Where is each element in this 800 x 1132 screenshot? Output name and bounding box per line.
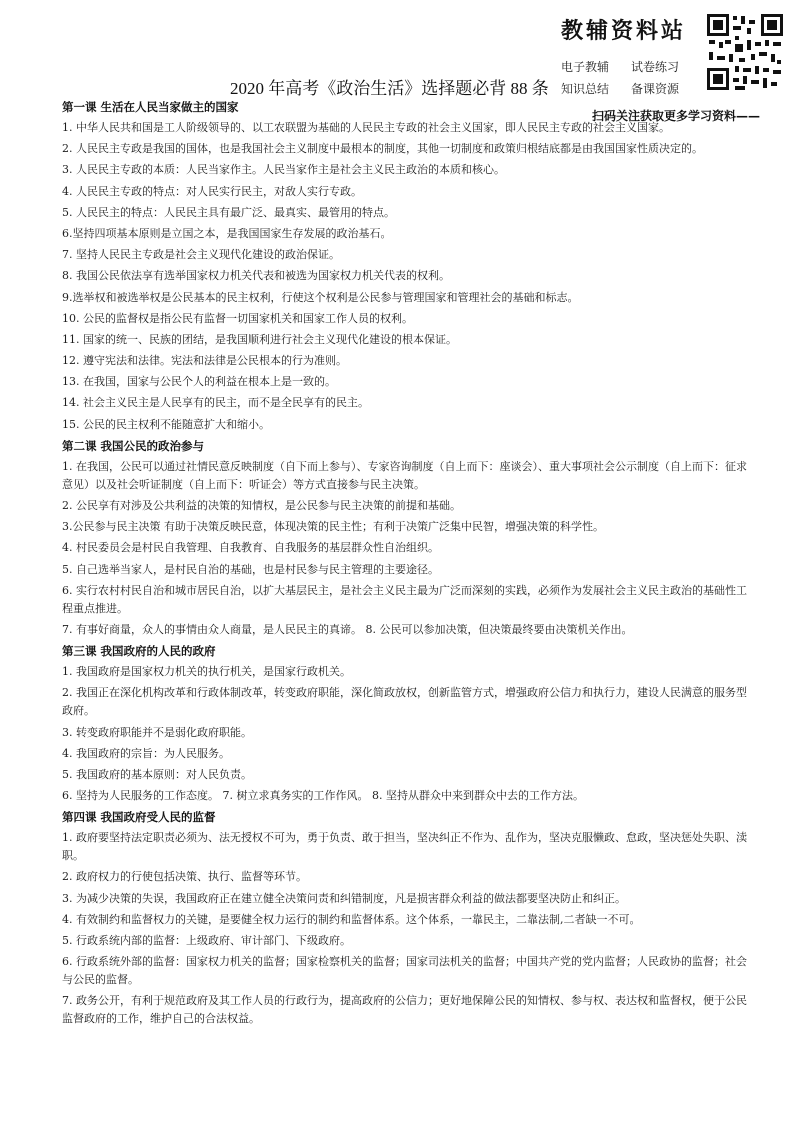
section-heading: 第二课 我国公民的政治参与 [62, 438, 205, 453]
list-item: 7. 政务公开，有利于规范政府及其工作人员的行政行为，提高政府的公信力；更好地保障公民的知情权、参与权、表达权和监督权，便于公民监督政府的工作，维护自己的合法权益。 [62, 994, 747, 1026]
list-item: 15. 公民的民主权利不能随意扩大和缩小。 [62, 417, 270, 431]
list-item: 6. 行政系统外部的监督：国家权力机关的监督；国家检察机关的监督；国家司法机关的监督；中国共产党的党内监督；人民政协的监督；社会与公民的监督。 [62, 955, 747, 987]
section-4 [62, 808, 752, 1028]
section-heading: 第一课 生活在人民当家做主的国家 [62, 100, 239, 114]
list-item: 5. 自己选举当家人，是村民自治的基础，也是村民参与民主管理的主要途径。 [62, 562, 439, 576]
list-item: 8. 我国公民依法享有选举国家权力机关代表和被选为国家权力机关代表的权利。 [62, 269, 450, 283]
list-item: 9.选举权和被选举权是公民基本的民主权利，行使这个权利是公民参与管理国家和管理社会的基础和标志。 [62, 290, 579, 304]
qr-code-icon[interactable] [705, 12, 785, 92]
list-item: 13. 在我国，国家与公民个人的利益在根本上是一致的。 [62, 375, 336, 389]
list-item: 3. 为减少决策的失误，我国政府正在建立健全决策问责和纠错制度，凡是损害群众利益的做法都要坚决防止和纠正。 [62, 891, 626, 905]
list-item: 14. 社会主义民主是人民享有的民主，而不是全民享有的民主。 [62, 396, 369, 410]
document-body [62, 96, 752, 1032]
list-item: 4. 村民委员会是村民自我管理、自我教育、自我服务的基层群众性自治组织。 [62, 541, 439, 555]
list-item: 2. 政府权力的行使包括决策、执行、监督等环节。 [62, 870, 307, 884]
link-e-textbook[interactable]: 电子教辅 [561, 60, 610, 74]
list-item: 10. 公民的监督权是指公民有监督一切国家机关和国家工作人员的权利。 [62, 311, 413, 325]
section-heading: 第三课 我国政府的人民的政府 [62, 644, 216, 659]
link-lesson-resources[interactable]: 备课资源 [631, 82, 680, 96]
list-item: 6. 实行农村村民自治和城市居民自治，以扩大基层民主，是社会主义民主最为广泛而深刻的实践，必须作为发展社会主义民主政治的基础性工程重点推进。 [62, 583, 747, 615]
link-knowledge-summary[interactable]: 知识总结 [561, 82, 610, 96]
list-item: 3.公民参与民主决策 有助于决策反映民意，体现决策的民主性；有利于决策广泛集中民智，增强决策的科学性。 [62, 520, 604, 534]
list-item: 4. 人民民主专政的特点：对人民实行民主，对敌人实行专政。 [62, 184, 362, 198]
list-item: 1. 政府要坚持法定职责必须为、法无授权不可为，勇于负责、敢于担当，坚决纠正不作为、乱作为，坚决克服懒政、怠政，坚决惩处失职、渎职。 [62, 831, 747, 863]
list-item: 7. 有事好商量，众人的事情由众人商量，是人民民主的真谛。 8. 公民可以参加决策，但决策最终要由决策机关作出。 [62, 622, 633, 636]
resource-links [561, 58, 701, 97]
list-item: 12. 遵守宪法和法律。宪法和法律是公民根本的行为准则。 [62, 354, 347, 368]
list-item: 5. 人民民主的特点：人民民主具有最广泛、最真实、最管用的特点。 [62, 205, 395, 219]
section-2 [62, 437, 752, 639]
list-item: 4. 我国政府的宗旨：为人民服务。 [62, 746, 230, 760]
list-item: 6. 坚持为人民服务的工作态度。 7. 树立求真务实的工作作风。 8. 坚持从群众中来到群众中去的工作方法。 [62, 789, 584, 803]
list-item: 2. 公民享有对涉及公共利益的决策的知情权，是公民参与民主决策的前提和基础。 [62, 499, 461, 512]
list-item: 6.坚持四项基本原则是立国之本，是我国国家生存发展的政治基石。 [62, 226, 392, 240]
list-item: 3. 转变政府职能并不是弱化政府职能。 [62, 725, 252, 739]
scan-prompt: 扫码关注获取更多学习资料—— [592, 109, 761, 123]
section-1 [62, 98, 752, 434]
list-item: 2. 我国正在深化机构改革和行政体制改革，转变政府职能，深化简政放权，创新监管方式，增强政府公信力和执行力，建设人民满意的服务型政府。 [62, 686, 747, 718]
list-item: 1. 在我国，公民可以通过社情民意反映制度（自下而上参与）、专家咨询制度（自上而下：座谈会）、重大事项社会公示制度（自上而下：征求意见）以及社会听证制度（自上而下：听证会）等方式直接参与民主决策。 [62, 459, 747, 491]
list-item: 2. 人民民主专政是我国的国体，也是我国社会主义制度中最根本的制度，其他一切制度和政策归根结底都是由我国国家性质决定的。 [62, 142, 703, 156]
list-item: 5. 我国政府的基本原则：对人民负责。 [62, 767, 252, 781]
section-heading: 第四课 我国政府受人民的监督 [62, 810, 216, 825]
section-3 [62, 642, 752, 805]
list-item: 11. 国家的统一、民族的团结，是我国顺利进行社会主义现代化建设的根本保证。 [62, 332, 457, 346]
list-item: 4. 有效制约和监督权力的关键，是要健全权力运行的制约和监督体系。这个体系，一靠民主，二靠法制,二者缺一不可。 [62, 912, 641, 926]
brand-title: 教辅资料站 [561, 19, 687, 44]
list-item: 1. 我国政府是国家权力机关的执行机关，是国家行政机关。 [62, 665, 351, 679]
list-item: 1. 中华人民共和国是工人阶级领导的、以工农联盟为基础的人民民主专政的社会主义国家，即人民民主专政的社会主义国家。 [62, 121, 670, 134]
list-item: 5. 行政系统内部的监督：上级政府、审计部门、下级政府。 [62, 934, 351, 947]
page-title: 2020 年高考《政治生活》选择题必背 88 条 [230, 79, 549, 98]
list-item: 3. 人民民主专政的本质：人民当家作主。人民当家作主是社会主义民主政治的本质和核心。 [62, 163, 505, 177]
list-item: 7. 坚持人民民主专政是社会主义现代化建设的政治保证。 [62, 248, 340, 262]
link-exam-practice[interactable]: 试卷练习 [631, 60, 680, 74]
